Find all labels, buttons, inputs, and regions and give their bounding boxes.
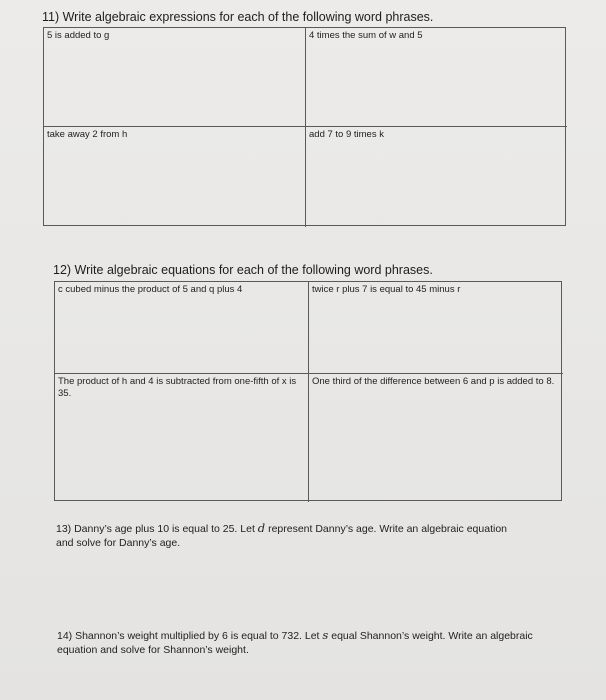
q12-cell-4: One third of the difference between 6 and p is added to 8. [312, 376, 555, 387]
question-12-table [54, 281, 562, 501]
question-11-title: 11) Write algebraic expressions for each of the following word phrases. [42, 10, 434, 24]
question-13-text: 13) Danny’s age plus 10 is equal to 25. Let d represent Danny’s age. Write an algebraic equation and solve for Danny’s age. [56, 521, 508, 549]
variable-d: d [257, 521, 266, 535]
question-12-title: 12) Write algebraic equations for each of the following word phrases. [53, 263, 433, 277]
q11-cell-1: 5 is added to g [44, 28, 306, 127]
q12-cell-2: twice r plus 7 is equal to 45 minus r [309, 282, 563, 374]
q11-cell-2: 4 times the sum of w and 5 [306, 28, 567, 127]
question-11-table [43, 27, 566, 226]
variable-s: s [322, 628, 329, 642]
q12-cell-1: c cubed minus the product of 5 and q plus 4 [55, 282, 309, 374]
q11-cell-4: add 7 to 9 times k [309, 129, 384, 140]
q11-cell-3: take away 2 from h [44, 127, 306, 227]
q12-cell-3: The product of h and 4 is subtracted from one-fifth of x is 35. [55, 374, 309, 502]
question-14-text: 14) Shannon’s weight multiplied by 6 is equal to 732. Let s equal Shannon’s weight. Write an algebraic equation and solve for Shannon’s weight. [57, 628, 533, 656]
